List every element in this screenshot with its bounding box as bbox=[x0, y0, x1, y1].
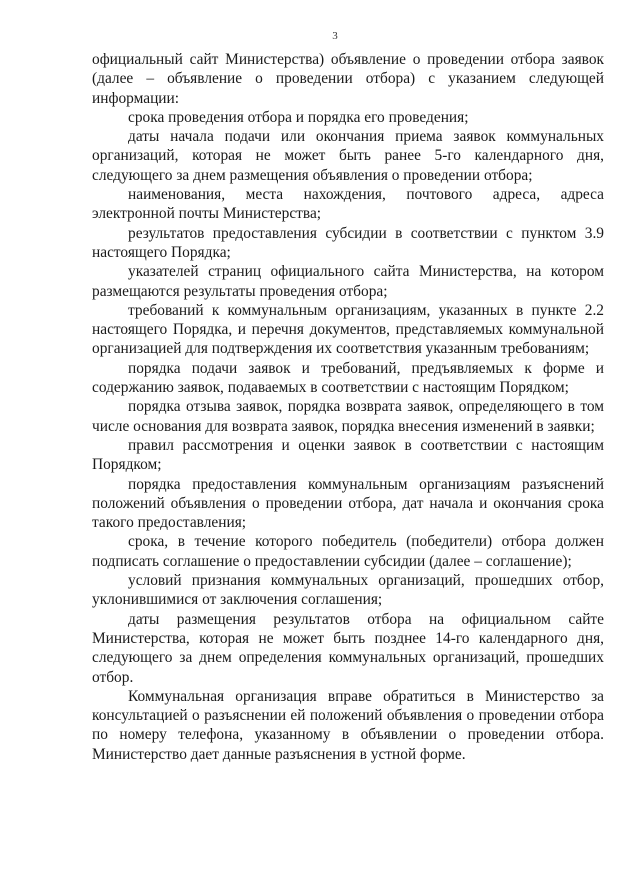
list-item-review-rules: правил рассмотрения и оценки заявок в соответствии с настоящим Порядком; bbox=[92, 436, 604, 474]
paragraph-consultation: Коммунальная организация вправе обратиться в Министерство за консультацией о разъяснении ей положений объявления о проведении отбора по номеру телефона, указанному в объявлении о проведении отбора. Министерство дает данные разъяснения в устной форме. bbox=[92, 687, 604, 763]
list-item-deadline: срока проведения отбора и порядка его проведения; bbox=[128, 108, 469, 126]
list-item-signing-term: срока, в течение которого победитель (победители) отбора должен подписать соглашение о предоставлении субсидии (далее – соглашение); bbox=[92, 533, 604, 570]
list-item-names: наименования, места нахождения, почтового адреса, адреса электронной почты Министерства; bbox=[92, 186, 604, 223]
list-item-withdrawal: порядка отзыва заявок, порядка возврата заявок, определяющего в том числе основания для возврата заявок, порядка внесения изменений в заявки; bbox=[92, 398, 604, 435]
paragraph-intro: официальный сайт Министерства) объявление о проведении отбора заявок (далее – объявление о проведении отбора) с указанием следующей информации: bbox=[92, 51, 604, 107]
document-body bbox=[92, 50, 604, 764]
list-item-dates: даты начала подачи или окончания приема заявок коммунальных организаций, которая не может быть ранее 5-го календарного дня, следующего за днем размещения объявления о проведении отбора; bbox=[92, 128, 604, 184]
list-item-site-pointers: указателей страниц официального сайта Министерства, на котором размещаются результаты проведения отбора; bbox=[92, 263, 604, 300]
page-number: 3 bbox=[332, 30, 338, 42]
list-item-results: результатов предоставления субсидии в соответствии с пунктом 3.9 настоящего Порядка; bbox=[92, 224, 604, 261]
list-item-submission-order: порядка подачи заявок и требований, предъявляемых к форме и содержанию заявок, подаваемых в соответствии с настоящим Порядком; bbox=[92, 359, 604, 397]
list-item-clarifications: порядка предоставления коммунальным организациям разъяснений положений объявления о проведении отбора, дат начала и окончания срока такого предоставления; bbox=[92, 475, 604, 532]
list-item-publication-date: даты размещения результатов отбора на официальном сайте Министерства, которая не может быть позднее 14-го календарного дня, следующего за днем определения коммунальных организаций, прошедших отбор. bbox=[92, 610, 604, 686]
list-item-evasion-conditions: условий признания коммунальных организаций, прошедших отбор, уклонившимися от заключения соглашения; bbox=[92, 572, 604, 609]
list-item-requirements: требований к коммунальным организациям, указанных в пункте 2.2 настоящего Порядка, и перечня документов, представляемых коммунальной организацией для подтверждения их соответствия указанным требованиям; bbox=[92, 301, 604, 358]
